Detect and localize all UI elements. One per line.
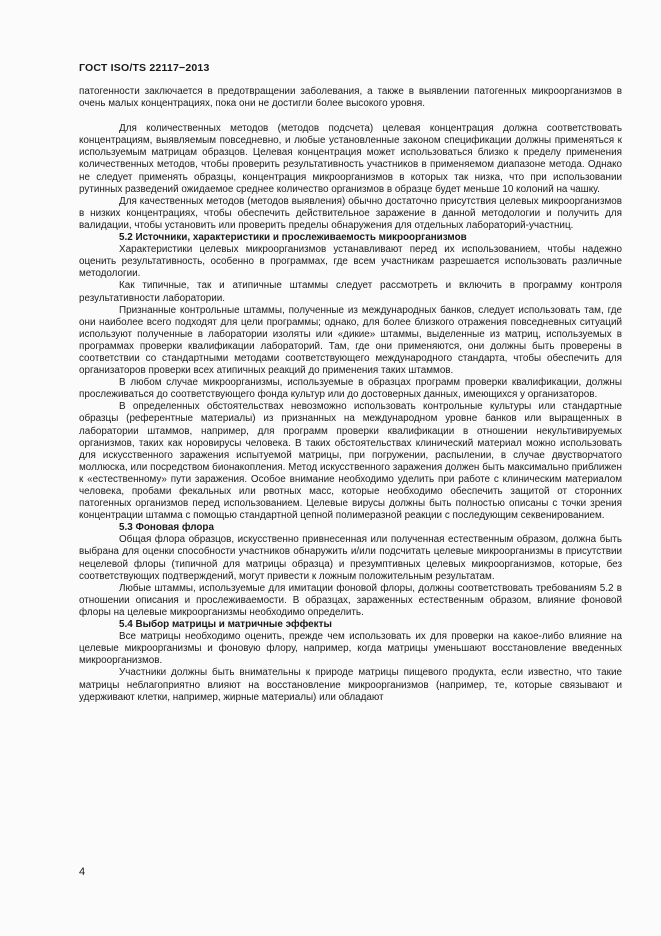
- paragraph: Все матрицы необходимо оценить, прежде чем использовать их для проверки на какое-либо влияние на целевые микроорганизмы и фоновую флору, например, когда матрицы уменьшают восстановление введенных микроорганизмов.: [79, 631, 622, 667]
- paragraph: В любом случае микроорганизмы, используемые в образцах программ проверки квалификации, должны прослеживаться до соответствующего фонда культур или до достоверных данных, имеющихся у организаторов.: [79, 377, 622, 401]
- paragraph: Как типичные, так и атипичные штаммы следует рассмотреть и включить в программу контроля результативности лаборатории.: [79, 280, 622, 304]
- paragraph: патогенности заключается в предотвращении заболевания, а также в выявлении патогенных микроорганизмов в очень малых концентрациях, пока они не достигли более высокого уровня.: [79, 86, 622, 110]
- page-number: 4: [79, 866, 86, 878]
- paragraph: Участники должны быть внимательны к природе матрицы пищевого продукта, если известно, что такие матрицы неблагоприятно влияют на восстановление микроорганизмов (например, те, которые связывают и удерживают клетки, например, жирные материалы) или обладают: [79, 667, 622, 703]
- paragraph: Общая флора образцов, искусственно привнесенная или полученная естественным образом, должна быть выбрана для оценки способности участников обнаружить и/или подсчитать целевые микроорганизмы в присутствии нецелевой флоры (типичной для матрицы образца) и презумптивных целевых микроорганизмов, которые, без соответствующих подтверждений, могут привести к ложным положительным результатам.: [79, 534, 622, 582]
- document-body: [79, 86, 622, 704]
- document-header: ГОСТ ISO/TS 22117−2013: [79, 62, 210, 74]
- paragraph: В определенных обстоятельствах невозможно использовать контрольные культуры или стандартные образцы (референтные материалы) из признанных на международном уровне банков или выращенных в лаборатории штаммов, например, для программ проверки квалификации в отношении некультивируемых организмов, таких как норовирусы человека. В таких обстоятельствах клинический материал можно использовать для искусственного заражения испытуемой матрицы, при погружении, распылении, в случае двустворчатого моллюска, или посредством бионакопления. Метод искусственного заражения должен быть максимально приближен к «естественному» пути заражения. Особое внимание необходимо уделить при работе с клиническим материалом человека, пробами фекальных или рвотных масс, которые необходимо обеспечить защитой от сторонних патогенных организмов перед использованием. Целевые вирусы должны быть полностью описаны с точки зрения концентрации штамма с помощью стандартной цепной полимеразной реакции с последующим секвенированием.: [79, 401, 622, 522]
- paragraph: Для количественных методов (методов подсчета) целевая концентрация должна соответствовать концентрациям, выявляемым повседневно, и любые установленные законом спецификации должны применяться к используемым матрицам образцов. Целевая концентрация может использоваться близко к пределу применения количественных методов, чтобы проверить результативность участников в применяемом диапазоне метода. Однако не следует применять образцы, концентрация микроорганизмов в которых так низка, что при использовании рутинных разведений ожидаемое среднее количество организмов в образце будет меньше 10 колоний на чашку.: [79, 123, 622, 195]
- section-heading-5-4: 5.4 Выбор матрицы и матричные эффекты: [119, 619, 332, 631]
- section-heading-5-2: 5.2 Источники, характеристики и прослеживаемость микроорганизмов: [119, 232, 467, 244]
- section-heading-5-3: 5.3 Фоновая флора: [119, 522, 214, 534]
- paragraph: Любые штаммы, используемые для имитации фоновой флоры, должны соответствовать требованиям 5.2 в отношении описания и прослеживаемости. В образцах, зараженных естественным образом, влияние фоновой флоры на целевые микроорганизмы необходимо определить.: [79, 582, 622, 618]
- paragraph: Характеристики целевых микроорганизмов устанавливают перед их использованием, чтобы надежно оценить результативность, особенно в программах, где всем участникам разрешается использовать различные методологии.: [79, 244, 622, 280]
- paragraph: Для качественных методов (методов выявления) обычно достаточно присутствия целевых микроорганизмов в низких концентрациях, чтобы обеспечить действительное заражение в данной методологии и получить для валидации, чтобы установить или проверить пределы обнаружения для отдельных лабораторий-участниц.: [79, 195, 622, 231]
- paragraph: Признанные контрольные штаммы, полученные из международных банков, следует использовать там, где они наиболее всего подходят для цели программы; однако, для более близкого отражения повседневных ситуаций используют полученные в лаборатории изоляты или «дикие» штаммы, выделенные из матриц, используемых в программах проверки квалификации лабораторий. Там, где они применяются, они должны быть проверены в соответствии со стандартными методами соответствующего международного стандарта, чтобы обеспечить для организаторов проверки всех атипичных реакций до применения таких штаммов.: [79, 304, 622, 377]
